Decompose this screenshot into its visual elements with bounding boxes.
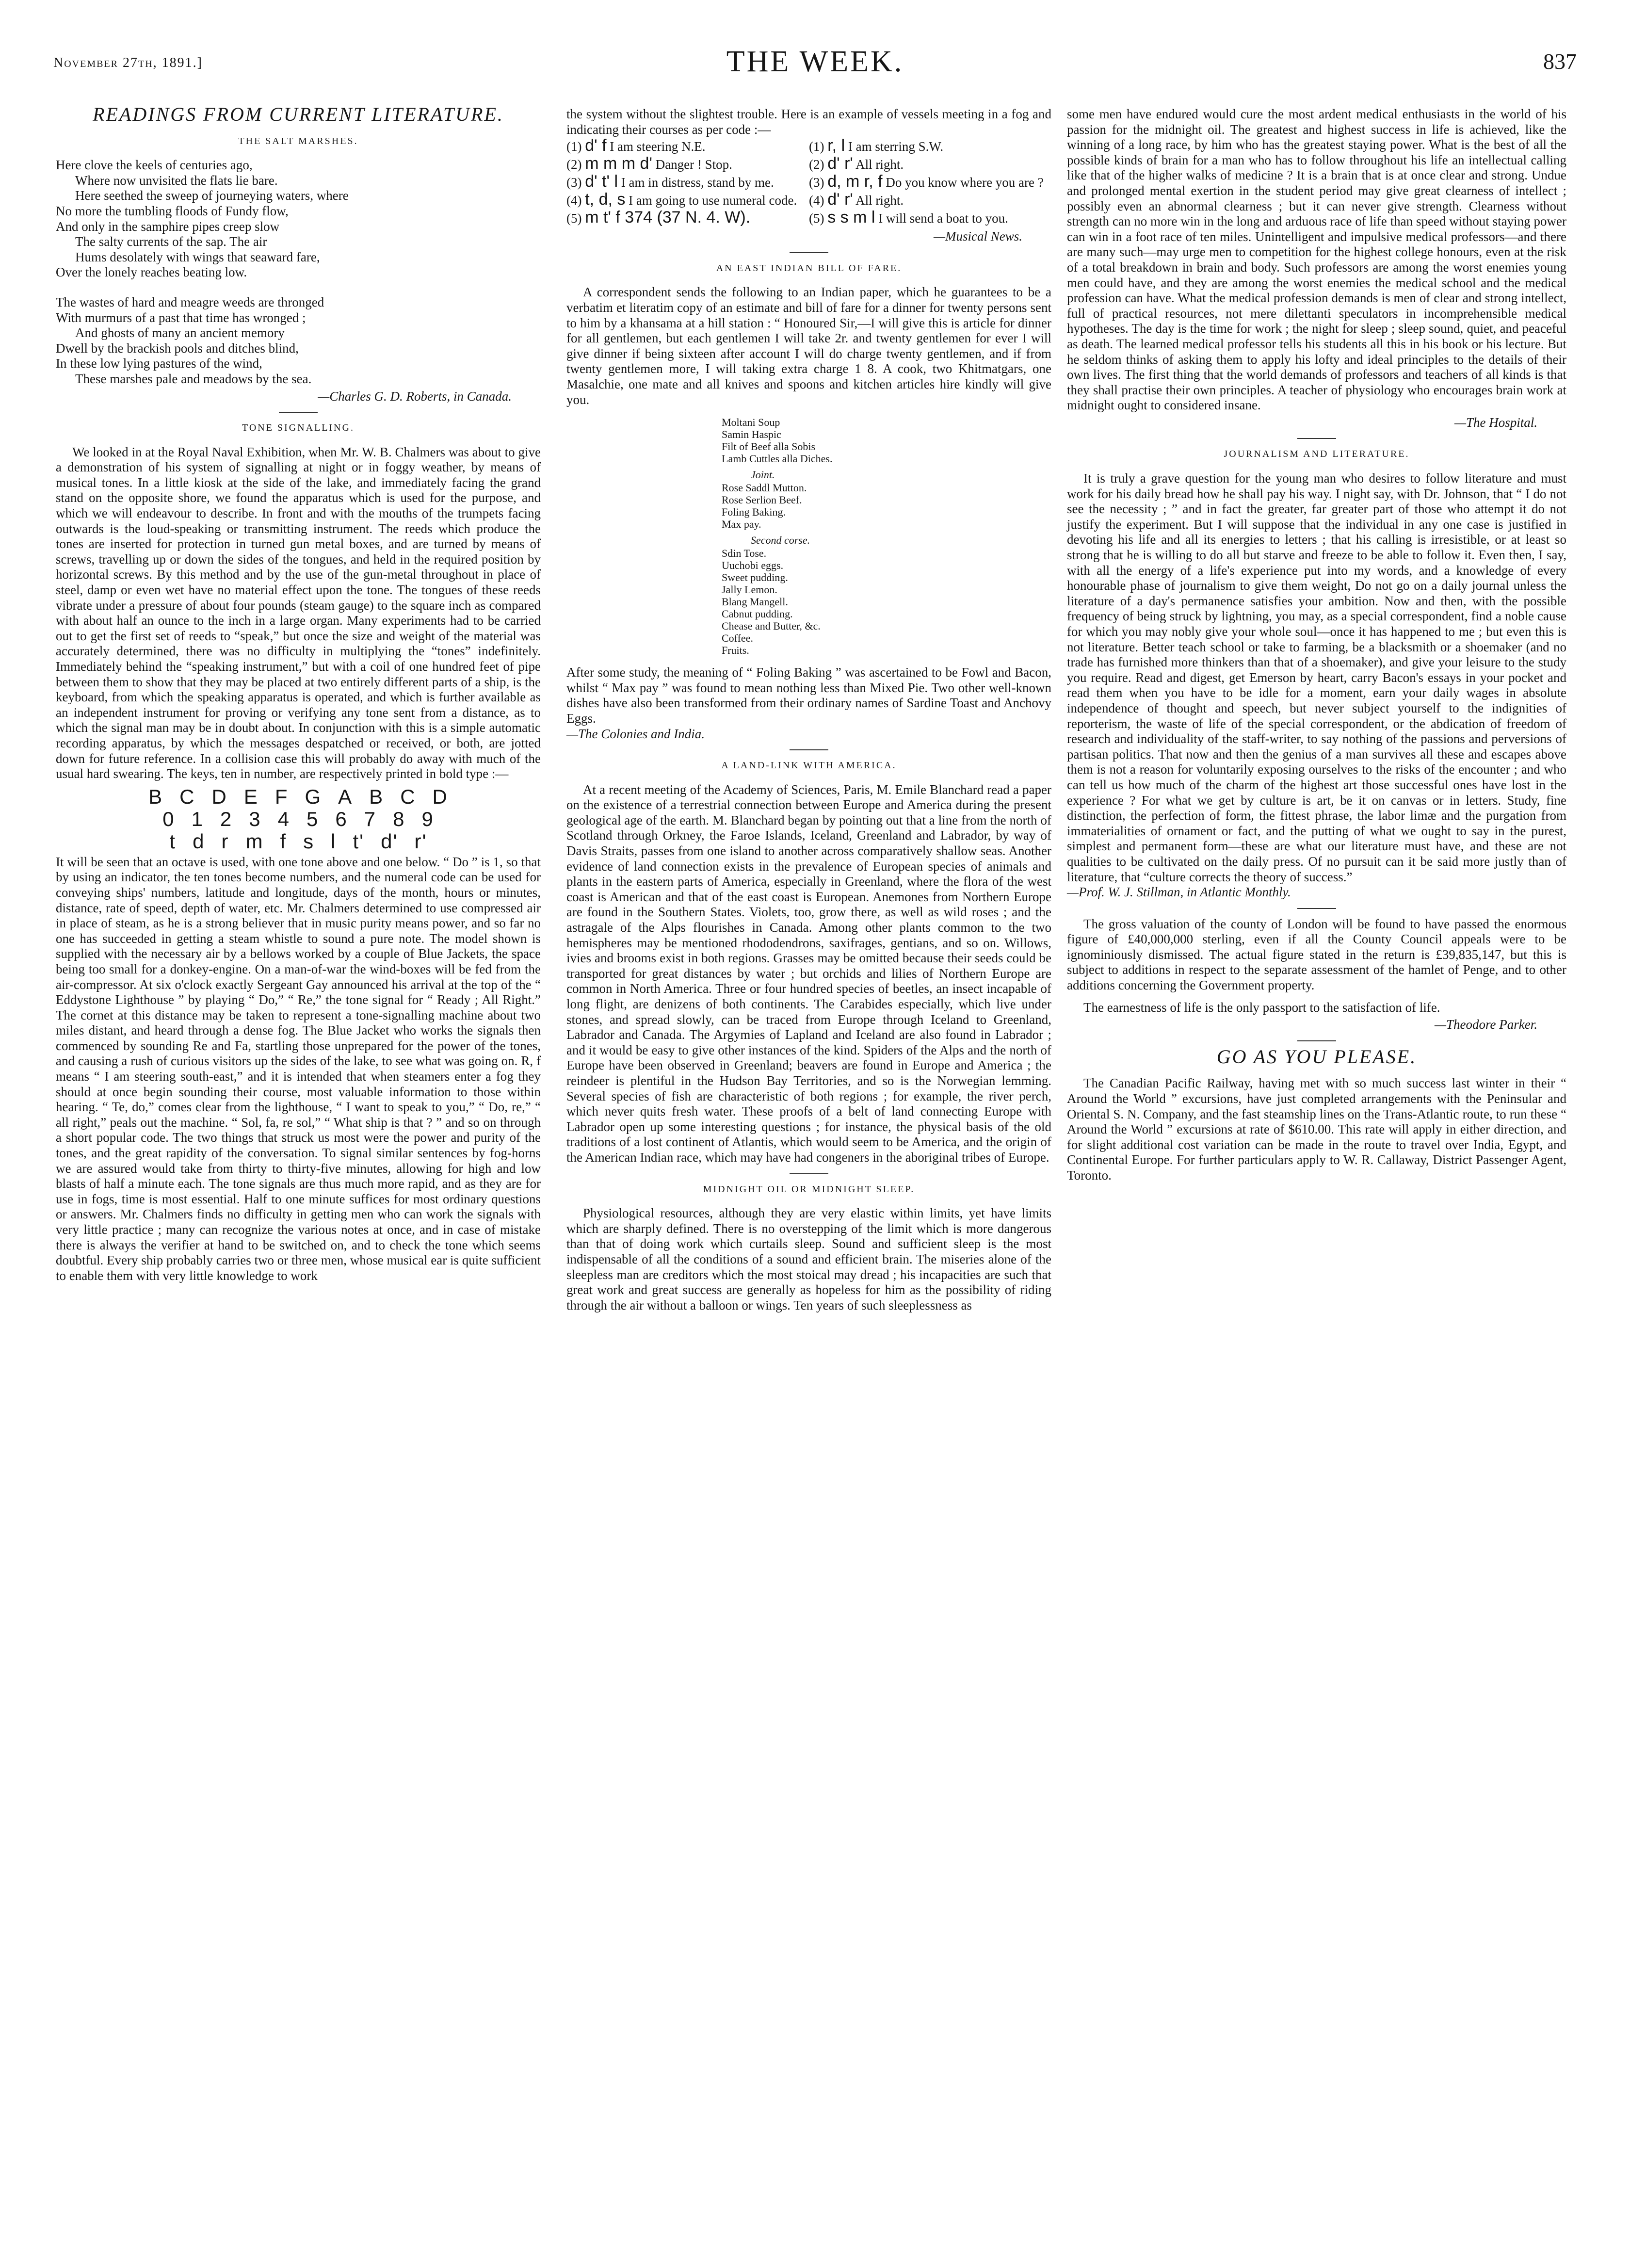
menu-item: Filt of Beef alla Sobis (722, 440, 816, 453)
signal-row (566, 137, 1051, 155)
poem-line: The wastes of hard and meagre weeds are thronged (56, 294, 324, 309)
signal-code: m t' f 374 (37 N. 4. W). (585, 208, 751, 227)
signal-row (566, 173, 1051, 191)
code-number: 5 (307, 807, 319, 830)
poem-attribution: —Charles G. D. Roberts, in Canada. (318, 389, 512, 404)
code-solfa: s (303, 829, 315, 853)
bill-of-fare-menu (722, 416, 1051, 656)
menu-item: Max pay. (722, 518, 761, 531)
signal-code: d' f (585, 136, 607, 155)
code-solfa: m (245, 829, 264, 853)
code-number: 3 (249, 807, 261, 830)
menu-item: Uuchobi eggs. (722, 559, 784, 572)
code-number: 1 (191, 807, 204, 830)
poem-line: And only in the samphire pipes creep slow (56, 219, 280, 234)
issue-date: November 27th, 1891.] (53, 55, 203, 70)
signal-row (566, 191, 1051, 209)
signal-code: r, l (827, 136, 845, 155)
menu-item: Coffee. (722, 632, 753, 645)
column-3 (1067, 107, 1566, 1183)
signal-code: d' r' (827, 154, 853, 173)
signal-meaning: I will send a boat to you. (878, 211, 1008, 226)
menu-item: Sdin Tose. (722, 547, 767, 560)
quote-attribution: —Theodore Parker. (1435, 1017, 1537, 1032)
poem-stanza-1 (56, 158, 541, 280)
code-solfa: f (280, 829, 287, 853)
article-title: JOURNALISM AND LITERATURE. (1224, 449, 1410, 460)
poem-stanza-2 (56, 295, 541, 387)
code-solfa-row (56, 830, 541, 853)
code-letter: B (148, 785, 163, 808)
signal-code: t, d, s (585, 190, 626, 209)
column-2 (566, 107, 1051, 1313)
code-solfa: t (169, 829, 177, 853)
code-letter: B (369, 785, 384, 808)
poem-line: No more the tumbling floods of Fundy flow, (56, 203, 289, 218)
menu-item: Chease and Butter, &c. (722, 620, 821, 632)
poem-line: The salty currents of the sap. The air (75, 234, 267, 249)
signal-meaning: I am going to use numeral code. (629, 193, 797, 208)
article-paragraph: It will be seen that an octave is used, with one tone above and one below. “ Do ” is 1, so that by using an indicator, the ten tones become numbers, and the numeral code can be used for conveying ships' numbers, latitude and longitude, days of the month, hours or minutes, distance, rate of speed, depth of water, etc. Mr. Chalmers determined to use compressed air in place of steam, as he is a strong believer that in music purity means power, and so far no one has succeeded in getting a steam whistle to sound a pure note. The model shown is supplied with the necessary air by a bellows worked by a couple of Blue Jackets, the space being too small for a donkey-engine. On a man-of-war the wind-boxes will be fed from the air-compressor. At six o'clock exactly Sergeant Gay announced his arrival at the top of the “ Eddystone Lighthouse ” by playing “ Do,” “ Re,” the tone signal for “ Ready ; All Right.” The cornet at this distance may be taken to represent a tone-signalling machine about two miles distant, and heard through a dense fog. The Blue Jacket who works the signals then commenced by sounding Re and Fa, startling those unprepared for the power of the tones, and causing a rush of curious visitors up the sides of the lake, to see what was going on. R, f means “ I am steering south-east,” and it is intended that when steamers enter a fog they should at once begin sounding their course, most valuable information to those within hearing. “ Te, do,” comes clear from the lighthouse, “ I want to speak to you,” “ Do, re,” “ all right,” peals out the machine. “ Sol, fa, re sol,” “ What ship is that ? ” and so on through a short popular code. The two things that struck us most were the power and purity of the tones, and the great rapidity of the conversation. To signal similar sentences by fog-horns we are assured would take from thirty to thirty-five minutes, allowing for high and low blasts of half a minute each. The tone signals are thus much more rapid, and as they are for use in fogs, time is most essential. Half to one minute suffices for most ordinary questions or answers. Mr. Chalmers finds no difficulty in getting men who can work the signals with very little practice ; many can recognize the various notes at once, and in case of mistake there is always the verifier at hand to be switched on, and to check the tone which seems doubtful. Every ship probably carries two or three men, whose musical ear is quite sufficient to enable them with very little knowledge to work (56, 854, 541, 1283)
signal-number: (4) (566, 193, 582, 208)
article-source: —Musical News. (933, 229, 1022, 244)
signal-code: d, m r, f (827, 172, 883, 191)
divider (790, 1173, 828, 1174)
code-letter: A (338, 785, 353, 808)
signal-meaning: Do you know where you are ? (886, 175, 1044, 190)
article-paragraph: The earnestness of life is the only passport to the satisfaction of life. (1083, 1000, 1440, 1015)
article-paragraph: The Canadian Pacific Railway, having met with so much success last winter in their “ Around the World ” excursions, have just completed arrangements with the Peninsular and Oriental S. N. Company, and the fast steamship lines on the Trans-Atlantic route, to run these “ Around the World ” excursions at rate of $610.00. This rate will apply in either direction, and for slight additional cost variation can be made in the route to travel over India, Egypt, and Continental Europe. For further particulars apply to W. R. Callaway, District Passenger Agent, Toronto. (1067, 1076, 1566, 1183)
poem-line: Here seethed the sweep of journeying waters, where (75, 188, 349, 203)
section-heading: GO AS YOU PLEASE. (1216, 1045, 1417, 1068)
divider (1297, 1040, 1336, 1041)
menu-heading: Second corse. (751, 534, 810, 547)
code-number: 9 (421, 807, 434, 830)
poem-line: These marshes pale and meadows by the sea. (75, 371, 312, 386)
menu-item: Lamb Cuttles alla Diches. (722, 453, 833, 465)
poem-line: Hums desolately with wings that seaward fare, (75, 249, 320, 264)
code-letter: D (211, 785, 227, 808)
code-number: 6 (335, 807, 348, 830)
signal-key-code (56, 786, 541, 853)
code-number: 2 (220, 807, 233, 830)
signal-code: d' t' l (585, 172, 618, 191)
code-number: 7 (364, 807, 377, 830)
section-heading: READINGS FROM CURRENT LITERATURE. (93, 103, 504, 125)
divider (279, 412, 318, 413)
menu-item: Rose Serlion Beef. (722, 494, 802, 506)
divider (790, 749, 828, 750)
poem-line: Where now unvisited the flats lie bare. (75, 173, 278, 188)
article-source: —Prof. W. J. Stillman, in Atlantic Monthly. (1067, 885, 1291, 900)
column-1 (56, 103, 541, 1283)
signal-meaning: I am steering N.E. (610, 139, 706, 154)
poem-line: And ghosts of many an ancient memory (75, 325, 285, 340)
poem-title: THE SALT MARSHES. (238, 135, 358, 146)
article-paragraph: Physiological resources, although they are very elastic within limits, yet have limits which are sharply defined. There is no overstepping of the limit which is more dangerous than that of doing work which curtails sleep. Sound and sufficient sleep is the most indispensable of all the conditions of a sound and efficient brain. The miseries alone of the sleepless man are creditors which the most stoical may dread ; his incapacities are such that great work and great success are generally as hopeless for him as the possibility of riding through the air without a balloon or wings. Ten years of such sleeplessness as (566, 1206, 1051, 1312)
code-solfa: l (331, 829, 337, 853)
code-letter: G (305, 785, 322, 808)
divider (1297, 908, 1336, 909)
code-letter: E (243, 785, 258, 808)
poem-line: In these low lying pastures of the wind, (56, 356, 262, 371)
divider (1297, 438, 1336, 439)
code-solfa: r' (414, 829, 427, 853)
signal-number: (2) (566, 157, 582, 172)
code-numbers-row (56, 808, 541, 830)
menu-item: Cabnut pudding. (722, 608, 793, 620)
code-letter: C (179, 785, 195, 808)
signal-code: d' r' (827, 190, 853, 209)
code-solfa: t' (353, 829, 365, 853)
menu-item: Samin Haspic (722, 428, 781, 441)
page-header (53, 45, 1577, 79)
signal-number: (1) (809, 139, 824, 154)
divider (790, 252, 828, 253)
poem-line: Here clove the keels of centuries ago, (56, 158, 253, 173)
signal-number: (3) (809, 175, 824, 190)
poem-line: Over the lonely reaches beating low. (56, 265, 247, 280)
article-paragraph: It is truly a grave question for the young man who desires to follow literature and must work for his daily bread how he shall pay his way. I night say, with Dr. Johnson, that “ I do not see the necessity ; ” and in fact the greater, far greater part of those who attempt it do not justify the experiment. But I will suppose that the individual in any one case is justified in devoting his life and all its energies to letters ; that his calling is irresistible, or at least so strong that he is willing to do all but starve and freeze to be able to follow it. Even then, I say, with all the energy of a life's experience put into my words, and a knowledge of every honourable phase of journalism to give them weight, Do not go on a daily journal unless the literature of a day's permanence satisfies your ambition. Now and then, with the possible frequency of being struck by lightning, you may, as a special correspondent, find a noble cause for which you may nobly give your whole soul—once it has happened to me ; but even this is not literature. Better teach school or take to farming, be a blacksmith or a shoemaker (and no trade has furnished more thinkers than that of a shoemaker), and give your leisure to the study you require. Read and digest, get Emerson by heart, carry Bacon's essays in your pocket and read them when you have to be idle for a moment, earn your daily wages in absolute independence of thought and speech, but never subject yourself to the indignities of reporterism, the waste of life of the special correspondent, or the abdication of freedom of research and individuality of the staff-writer, to say nothing of the passions and perversions of partisan politics. That now and then the genius of a man survives all these and escapes above them is not a reason for voluntarily exposing ourselves to the risks of the encounter ; and who can tell us how much of the charm of the highest art those successful ones have lost in the experience ? For what we get by culture is art, be it on canvas or in letters. Study, fine distinction, the perfection of form, the fittest phrase, the labor limæ and the purgation from immaterialities of ornament or fact, and the putting of what we ought to say in the purest, simplest and permanent form—these are what our literature must have, and these are not qualities to be cultivated on the daily press. Of no pursuit can it be said more justly than of literature, that “culture corrects the theory of success.” (1067, 471, 1566, 884)
article-paragraph: At a recent meeting of the Academy of Sciences, Paris, M. Emile Blanchard read a paper on the existence of a terrestrial connection between Europe and America during the present geological age of the earth. M. Blanchard began by pointing out that a line from the north of Scotland through Orkney, the Faroe Islands, Iceland, Greenland and Labrador, by way of Davis Straits, passes from one island to another across comparatively shallow seas. Another evidence of land connection exists in the prevalence of European species of animals and plants in the eastern parts of America, especially in Greenland, where the flora of the west coast is American and that of the east coast is European. Anemones from Northern Europe are found in the Southern States. Violets, too, grow there, as well as wild roses ; and the astragale of the Alps flourishes in Canada. Among other plants common to the two hemispheres may be mentioned rhododendrons, saxifrages, gentians, and so on. Willows, ivies and brooms exist in both regions. Grasses may be omitted because their seeds could be transported for great distances by water ; but orchids and lilies of Northern Europe are common in North America. Three or four hundred species of beetles, an insect incapable of long flight, are denizens of both continents. The Carabides especially, which live under stones, and spread slowly, can be traced from Europe through Iceland to Greenland, Labrador and Canada. The Argymies of Lapland and Iceland are also found in Labrador ; and it would be easy to give other instances of the kind. Spiders of the Alps and the north of Europe have been observed in Greenland; beavers are found in Europe and America ; the reindeer is plentiful in the Hudson Bay Territories, and so is the Norwegian lemming. Several species of fish are characteristic of both regions ; for example, the river perch, which never quits fresh water. These proofs of a belt of land connecting Europe with Labrador open up some interesting questions ; for instance, the physical basis of the old traditions of a lost continent of Atlantis, which would seem to be America, and the origin of the American Indian race, which may have had congeners in the aboriginal tribes of Europe. (566, 782, 1051, 1165)
code-number: 4 (277, 807, 290, 830)
article-paragraph: After some study, the meaning of “ Foling Baking ” was ascertained to be Fowl and Bacon, whilst “ Max pay ” was found to mean nothing less than Mixed Pie. Two other well-known dishes have also been transformed from their ordinary names of Sardine Toast and Anchovy Eggs. (566, 665, 1051, 726)
poem-line: With murmurs of a past that time has wronged ; (56, 310, 306, 325)
code-letters-row (56, 786, 541, 808)
signal-number: (5) (809, 211, 824, 226)
signal-code: s s m l (827, 208, 875, 227)
menu-item: Sweet pudding. (722, 571, 788, 584)
menu-heading: Joint. (751, 469, 775, 481)
code-letter: F (274, 785, 289, 808)
signal-meaning: All right. (855, 157, 904, 172)
menu-item: Moltani Soup (722, 416, 780, 429)
article-source: —The Colonies and India. (566, 726, 705, 741)
signal-number: (5) (566, 211, 582, 226)
code-solfa: d' (381, 829, 398, 853)
signal-number: (2) (809, 157, 824, 172)
signal-examples-table (566, 137, 1051, 227)
page-number: 837 (1543, 49, 1577, 74)
menu-item: Foling Baking. (722, 506, 786, 518)
signal-number: (4) (809, 193, 824, 208)
menu-item: Fruits. (722, 644, 749, 657)
article-paragraph: some men have endured would cure the most ardent medical enthusiasts in the world of his passion for the midnight oil. The greatest and highest success in life is achieved, like the winning of a long race, by him who has the greatest staying power. What is the best of all the possible kinds of brain for a man who has to follow throughout his life an intellectual calling like that of the higher walks of medicine ? It is a brain that is at once clear and strong. Undue and prolonged mental exertion in the student period may give great clearness of intellect ; possibly even an abnormal clearness ; but it can never give strength. Clearness without strength can no more win in the long and arduous race of life than speed without staying power can win in a foot race of ten miles. Unintelligent and impulsive medical professors—and there are many such—may urge men to competition for the highest college honours, even at the risk of a total breakdown in brain and body. Such professors are among the worst enemies young men could have, and they are among the worst enemies the medical school and the medical profession can have. What the medical profession demands is men of clear and strong intellect, full of practical resources, not mere dilettanti speculators in incomprehensible medical hypotheses. The day is the time for work ; the night for sleep ; sleep sound, quiet, and peaceful as death. The learned medical professor tells his students all this in his book or his lecture. But he seldom thinks of asking them to apply his lofty and ideal principles to the details of their own lives. The first thing that the world demands of professors and teachers of all kinds is that they shall practise their own principles. A teacher of physiology who encourages brain work at midnight ought to considered insane. (1067, 107, 1566, 413)
article-paragraph: We looked in at the Royal Naval Exhibition, when Mr. W. B. Chalmers was about to give a demonstration of his system of signalling at night or in foggy weather, by means of musical tones. In a little kiosk at the side of the lake, and immediately facing the grand stand on the opposite shore, we found the apparatus which is used for the purpose, and which we will endeavour to describe. In front and with the mouths of the trumpets facing outwards is the loud-speaking or transmitting instrument. The reeds which produce the tones are inserted for protection in turned gun metal boxes, and are turned by means of screws, travelling up or down the sides of the tongues, and held in the required position by horizontal screws. By this method and by the use of the gun-metal throughout in place of steel, damp or even wet have no material effect upon the tone. The tongues of these reeds vibrate under a pressure of about four pounds (steam gauge) to the square inch as compared with about half an ounce to the inch in a large organ. Many experiments had to be carried out to get the first set of reeds to “speak,” but once the size and weight of the material was accurately determined, there was no difficulty in multiplying the “tones” indefinitely. Immediately behind the “speaking instrument,” but with a coil of one hundred feet of pipe between them to show that they may be placed at two entirely different parts of a ship, is the keyboard, from which the speaking apparatus is operated, and which is further available as an independent instrument for proving or verifying any tone sent from a distance, as to which the signal man may be in doubt about. In conjunction with this is a simple automatic recording apparatus, by which the messages despatched or received, or both, are jotted down for future reference. In a collision case this will probably do away with much of the usual hard swearing. The keys, ten in number, are respectively printed in bold type :— (56, 444, 541, 781)
menu-item: Rose Saddl Mutton. (722, 482, 807, 494)
code-number: 0 (162, 807, 175, 830)
article-source: —The Hospital. (1454, 415, 1537, 430)
signal-number: (1) (566, 139, 582, 154)
code-letter: D (432, 785, 448, 808)
code-solfa: r (221, 829, 229, 853)
signal-code: m m m d' (585, 154, 652, 173)
article-title: TONE SIGNALLING. (242, 422, 355, 434)
signal-meaning: All right. (855, 193, 904, 208)
signal-row (566, 209, 1051, 227)
signal-row (566, 155, 1051, 173)
article-title: AN EAST INDIAN BILL OF FARE. (716, 262, 902, 274)
code-solfa: d (193, 829, 205, 853)
signal-number: (3) (566, 175, 582, 190)
menu-item: Blang Mangell. (722, 596, 788, 608)
article-paragraph: The gross valuation of the county of London will be found to have passed the enormous figure of £40,000,000 sterling, even if all the County Council appeals were to be ignominiously dismissed. The actual figure stated in the return is £39,835,147, but this is subject to additions in respect to the separate assessment of the hamlet of Penge, and to other additions concerning the Government property. (1067, 916, 1566, 993)
menu-item: Jally Lemon. (722, 583, 777, 596)
article-title: MIDNIGHT OIL OR MIDNIGHT SLEEP. (703, 1183, 915, 1195)
signal-meaning: Danger ! Stop. (655, 157, 732, 172)
article-paragraph: A correspondent sends the following to an Indian paper, which he guarantees to be a verbatim et literatim copy of an estimate and bill of fare for a dinner for twenty persons sent to him by a khansama at a hill station : “ Honoured Sir,—I will give this is article for dinner for all gentlemen, but each gentlemen I will take 2r. and twenty gentlemen for ever I will give dinner if being sixteen after account I will do charge twenty gentlemen, and if from twenty gentlemen more, I will taking extra charge 1 8. A cook, two Khitmatgars, one Masalchie, one mate and all knives and spoons and kitchen articles hire kindly will give you. (566, 285, 1051, 407)
signal-meaning: I am sterring S.W. (848, 139, 944, 154)
article-paragraph: the system without the slightest trouble. Here is an example of vessels meeting in a fog and indicating their courses as per code :— (566, 107, 1051, 137)
journal-title: THE WEEK. (726, 45, 904, 78)
code-number: 8 (393, 807, 405, 830)
code-letter: C (400, 785, 416, 808)
signal-meaning: I am in distress, stand by me. (621, 175, 774, 190)
poem-line: Dwell by the brackish pools and ditches blind, (56, 340, 299, 356)
article-title: A LAND-LINK WITH AMERICA. (721, 760, 897, 771)
